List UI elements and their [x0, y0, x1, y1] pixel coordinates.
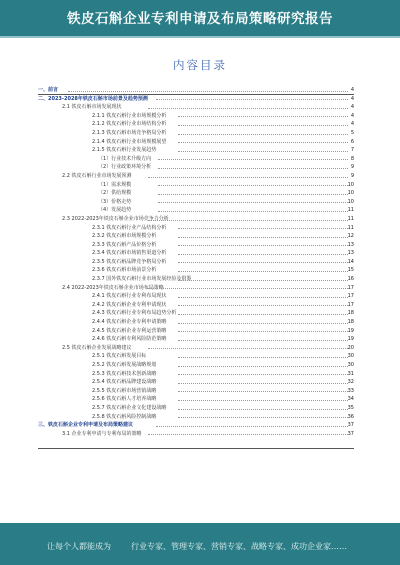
toc-entry[interactable]	[38, 352, 354, 361]
toc-entry-page: 9	[350, 172, 354, 179]
toc-entry-page: 34	[347, 396, 354, 403]
toc-entry-page: 6	[350, 138, 354, 145]
toc-entry-page: 18	[347, 319, 354, 326]
toc-leader-dots	[178, 366, 348, 367]
toc-entry-label: 2.4.6 铁皮石斛专利风险防范策略	[92, 336, 167, 343]
toc-leader-dots	[156, 426, 348, 427]
toc-leader-dots	[178, 374, 348, 375]
toc-entry-label: 一、前言	[38, 87, 59, 93]
toc-entry[interactable]	[38, 181, 354, 190]
toc-leader-dots	[178, 280, 348, 281]
toc-entry[interactable]	[38, 120, 354, 129]
toc-entry[interactable]	[38, 258, 354, 267]
toc-entry-label: 2.5.5 铁皮石斛市场营销战略	[92, 387, 157, 394]
toc-leader-dots	[178, 245, 348, 246]
toc-entry-label: 2.2 铁皮石斛行业市场发展预测	[62, 172, 132, 179]
toc-entry[interactable]	[38, 387, 354, 396]
toc-entry-page: 37	[347, 430, 354, 437]
toc-entry[interactable]	[38, 413, 354, 422]
toc-leader-dots	[178, 400, 348, 401]
toc-leader-dots	[178, 314, 348, 315]
toc-entry-page: 31	[347, 370, 354, 377]
toc-entry-page: 10	[347, 190, 354, 197]
toc-entry[interactable]	[38, 163, 354, 172]
toc-entry[interactable]	[38, 138, 354, 147]
toc-leader-dots	[178, 297, 348, 298]
toc-leader-dots	[158, 194, 348, 195]
toc-entry[interactable]	[38, 206, 354, 215]
toc-entry-label: 2.5.6 铁皮石斛人才培养战略	[92, 396, 157, 403]
toc-entry-page: 11	[347, 215, 354, 222]
toc-entry-label: （3）价格走势	[98, 198, 132, 205]
toc-entry-label: 2.4.5 铁皮石斛企业专利运营策略	[92, 327, 167, 334]
toc-leader-dots	[178, 151, 348, 152]
toc-entry-page: 32	[347, 379, 354, 386]
table-of-contents	[38, 86, 354, 438]
toc-leader-dots	[158, 168, 348, 169]
toc-leader-dots	[178, 237, 348, 238]
toc-entry[interactable]	[38, 86, 354, 95]
toc-entry-label: 2.4.2 铁皮石斛企业专利申请现状	[92, 301, 167, 308]
toc-entry-label: 2.3.2 铁皮石斛市场规模分析	[92, 233, 157, 240]
toc-entry-label: 2.3.4 铁皮石斛市场销售渠道分析	[92, 250, 167, 257]
toc-entry-label: 2.5.4 铁皮石斛品牌建设战略	[92, 379, 157, 386]
toc-entry-page: 4	[350, 104, 354, 111]
toc-separator	[38, 448, 354, 449]
toc-entry[interactable]	[38, 361, 354, 370]
toc-leader-dots	[178, 357, 348, 358]
toc-entry[interactable]	[38, 155, 354, 164]
toc-entry[interactable]	[38, 292, 354, 301]
toc-leader-dots	[68, 91, 348, 92]
toc-entry-page: 12	[347, 233, 354, 240]
toc-entry-page: 17	[347, 284, 354, 291]
toc-entry-label: （4）发展趋势	[98, 207, 132, 214]
toc-entry-label: （1）需求规模	[98, 181, 132, 188]
toc-entry[interactable]	[38, 344, 354, 353]
toc-entry-page: 13	[347, 250, 354, 257]
toc-entry-label: 2.5 铁皮石斛企业发展战略建议	[62, 344, 132, 351]
toc-entry-page: 8	[350, 155, 354, 162]
toc-leader-dots	[178, 116, 348, 117]
toc-entry-label: 2.1.3 铁皮石斛市场竞争格局分析	[92, 129, 167, 136]
report-title: 铁皮石斛企业专利申请及布局策略研究报告	[67, 11, 333, 27]
toc-entry-label: 2.4 2022-2023年铁皮石斛企业市场布局策略	[62, 284, 164, 291]
toc-entry-label: 2.1.2 铁皮石斛行业市场结构分析	[92, 121, 167, 128]
footer-tagline: 行业专家、管理专家、营销专家、战略专家、成功企业家……	[131, 542, 347, 551]
toc-entry[interactable]	[38, 224, 354, 233]
toc-entry-page: 30	[347, 353, 354, 360]
toc-leader-dots	[158, 159, 348, 160]
toc-entry-label: 2.5.3 铁皮石斛技术创新战略	[92, 370, 157, 377]
toc-entry-label: 3.1 企业专利申请与专利布局的策略	[62, 430, 142, 437]
toc-entry-label: 2.1.4 铁皮石斛行业市场规模展望	[92, 138, 167, 145]
toc-entry-label: 2.3.6 铁皮石斛市场前景分析	[92, 267, 157, 274]
toc-heading: 内容目录	[173, 58, 227, 72]
toc-leader-dots	[148, 434, 348, 435]
toc-entry-label: 2.3 2022-2023年铁皮石斛企业市场竞争力分析	[62, 215, 169, 222]
toc-leader-dots	[178, 331, 348, 332]
toc-leader-dots	[158, 202, 348, 203]
toc-entry[interactable]	[38, 430, 354, 439]
toc-entry-page: 15	[347, 267, 354, 274]
toc-entry-label: 2.3.3 铁皮石斛产品价格分析	[92, 241, 157, 248]
toc-entry-label: 二、2023-2028年铁皮石斛市场前景及趋势预测	[38, 95, 148, 102]
toc-entry-page: 4	[350, 121, 354, 128]
toc-entry-page: 9	[350, 164, 354, 171]
toc-entry-page: 7	[350, 147, 354, 154]
toc-leader-dots	[178, 323, 348, 324]
toc-entry[interactable]	[38, 378, 354, 387]
toc-leader-dots	[178, 228, 348, 229]
footer-slogan: 让每个人都能成为	[47, 542, 111, 551]
toc-entry-label: 2.5.8 铁皮石斛风险控制战略	[92, 413, 157, 420]
toc-entry[interactable]	[38, 404, 354, 413]
toc-leader-dots	[178, 254, 348, 255]
toc-entry-page: 33	[347, 387, 354, 394]
toc-entry-page: 14	[347, 258, 354, 265]
toc-entry-page: 30	[347, 362, 354, 368]
toc-leader-dots	[178, 125, 348, 126]
toc-leader-dots	[178, 305, 348, 306]
toc-entry[interactable]	[38, 241, 354, 250]
toc-entry[interactable]	[38, 198, 354, 207]
toc-entry[interactable]	[38, 232, 354, 241]
toc-entry[interactable]	[38, 318, 354, 327]
toc-leader-dots	[178, 134, 348, 135]
toc-entry[interactable]	[38, 370, 354, 379]
toc-leader-dots	[178, 409, 348, 410]
toc-leader-dots	[178, 383, 348, 384]
toc-leader-dots	[178, 262, 348, 263]
toc-entry-page: 10	[347, 181, 354, 188]
toc-entry-label: 2.1.5 铁皮石斛行业发展趋势	[92, 147, 157, 154]
toc-entry[interactable]	[38, 395, 354, 404]
toc-entry-label: 2.4.4 铁皮石斛企业专利申请策略	[92, 319, 167, 326]
toc-leader-dots	[148, 288, 348, 289]
toc-entry-page: 5	[350, 129, 354, 136]
toc-entry[interactable]	[38, 112, 354, 121]
toc-entry-label: 三、铁皮石斛企业专利申请及布局策略建议	[38, 422, 134, 429]
toc-leader-dots	[148, 108, 348, 109]
toc-leader-dots	[156, 99, 348, 100]
toc-entry-label: 2.5.1 铁皮石斛发展目标	[92, 353, 147, 360]
toc-entry-page: 18	[347, 310, 354, 317]
toc-entry[interactable]	[38, 335, 354, 344]
toc-entry[interactable]	[38, 309, 354, 318]
toc-entry[interactable]	[38, 275, 354, 284]
toc-entry-page: 16	[347, 276, 354, 283]
toc-entry-label: 2.5.7 铁皮石斛企业文化建设战略	[92, 404, 167, 411]
toc-leader-dots	[178, 142, 348, 143]
toc-entry-page: 36	[347, 413, 354, 420]
toc-entry-page: 35	[347, 404, 354, 411]
toc-entry[interactable]	[38, 266, 354, 275]
toc-leader-dots	[148, 220, 348, 221]
toc-leader-dots	[148, 177, 348, 178]
toc-entry[interactable]	[38, 172, 354, 181]
toc-entry-page: 10	[347, 198, 354, 205]
toc-leader-dots	[178, 417, 348, 418]
toc-entry-page: 11	[347, 224, 354, 231]
toc-entry-page: 20	[347, 344, 354, 351]
toc-entry[interactable]	[38, 421, 354, 430]
toc-leader-dots	[178, 340, 348, 341]
toc-entry-page: 4	[350, 87, 354, 93]
toc-entry-page: 37	[347, 422, 354, 429]
toc-leader-dots	[148, 348, 348, 349]
toc-entry-page: 19	[347, 336, 354, 343]
toc-entry-page: 13	[347, 241, 354, 248]
toc-entry[interactable]	[38, 215, 354, 224]
toc-entry-page: 19	[347, 327, 354, 334]
toc-entry[interactable]	[38, 301, 354, 310]
toc-entry-label: 2.4.3 铁皮石斛行业专利布局趋势分析	[92, 310, 177, 317]
toc-entry-page: 11	[347, 207, 354, 214]
toc-entry-page: 4	[350, 112, 354, 119]
toc-entry-label: （2）供给规模	[98, 190, 132, 197]
toc-entry[interactable]	[38, 189, 354, 198]
toc-entry-label: 2.4.1 铁皮石斛行业专利布局现状	[92, 293, 167, 300]
toc-entry-page: 17	[347, 293, 354, 300]
toc-leader-dots	[178, 271, 348, 272]
toc-entry[interactable]	[38, 95, 354, 104]
toc-entry[interactable]	[38, 284, 354, 293]
header-divider	[0, 36, 400, 38]
toc-entry-label: （1）行业技术升级方向	[98, 155, 152, 162]
toc-leader-dots	[158, 211, 348, 212]
toc-entry-page: 17	[347, 301, 354, 308]
toc-entry[interactable]	[38, 146, 354, 155]
toc-entry-label: 2.3.5 铁皮石斛品牌竞争格局分析	[92, 258, 167, 265]
toc-leader-dots	[178, 391, 348, 392]
toc-leader-dots	[158, 185, 348, 186]
toc-entry[interactable]	[38, 129, 354, 138]
toc-entry[interactable]	[38, 103, 354, 112]
toc-entry-label: 2.3.7 国外铁皮石斛行业市场发展经验及借鉴	[92, 276, 192, 283]
toc-entry[interactable]	[38, 327, 354, 336]
toc-entry-label: 2.5.2 铁皮石斛发展战略规划	[92, 362, 157, 368]
toc-entry-label: 2.3.1 铁皮石斛行业产品结构分析	[92, 224, 167, 231]
toc-entry[interactable]	[38, 249, 354, 258]
toc-entry-page: 4	[350, 95, 354, 102]
toc-entry-label: （2）行业政策环境分析	[98, 164, 152, 171]
toc-entry-label: 2.1 铁皮石斛市场发展现状	[62, 104, 122, 111]
toc-entry-label: 2.1.1 铁皮石斛行业市场规模分析	[92, 112, 167, 119]
